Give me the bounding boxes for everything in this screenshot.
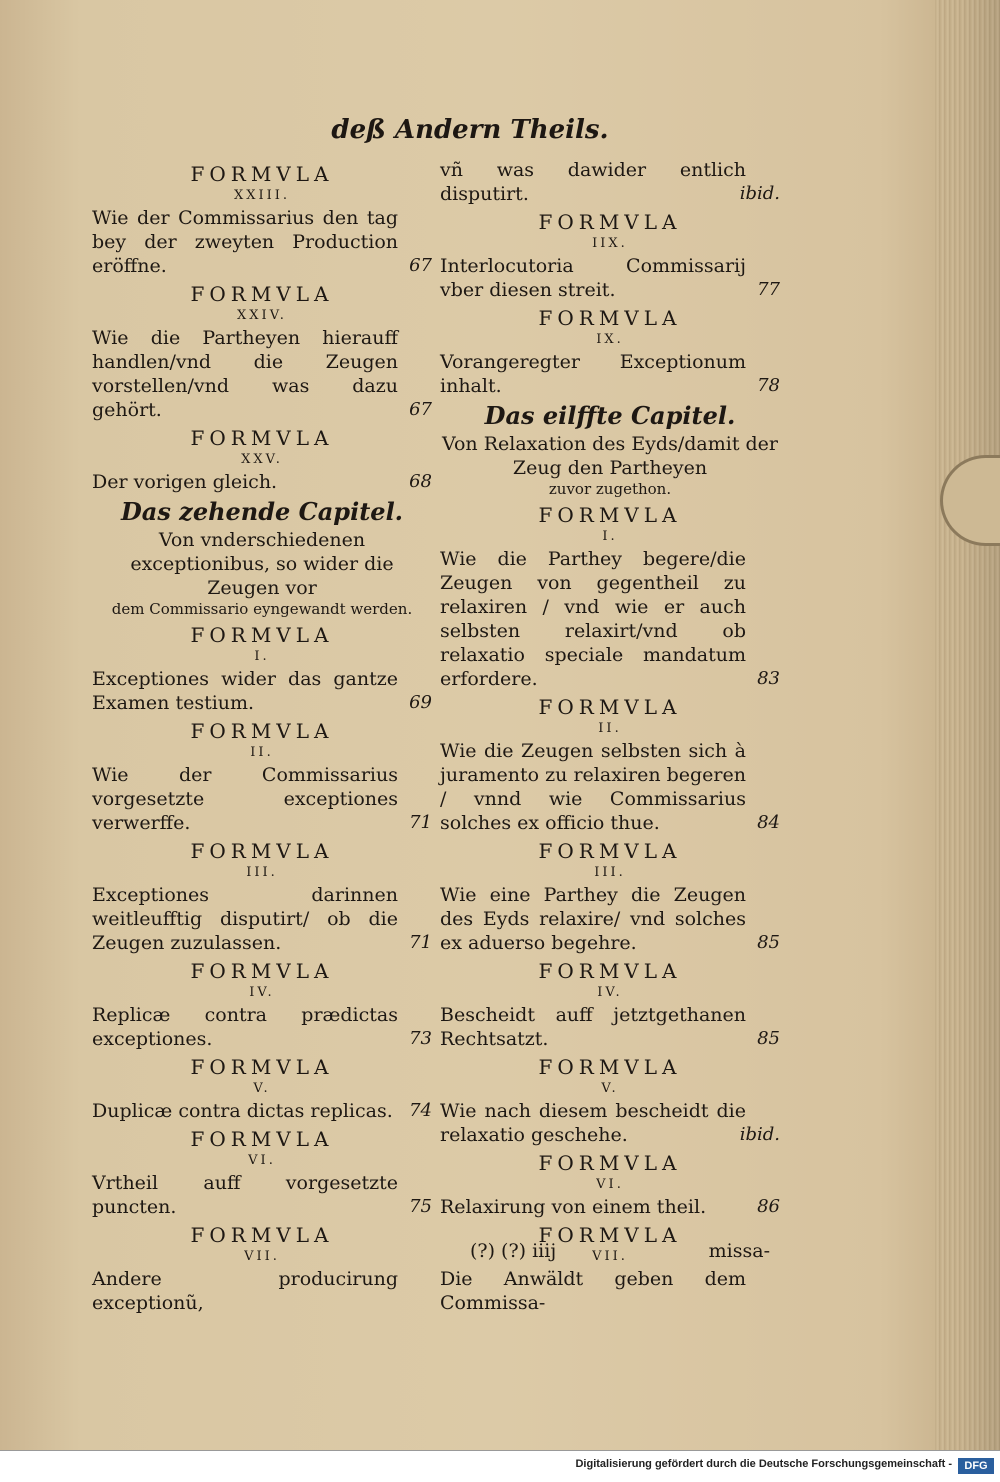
page-number: 67 (409, 399, 432, 420)
page-number: 75 (409, 1196, 432, 1217)
entry-text: Wie der Commissarius den tag bey der zweyten Production eröffne. (92, 207, 398, 277)
formula-heading: FORMVLA (538, 306, 682, 330)
page-number: 67 (409, 255, 432, 276)
formula-number: VI. (596, 1177, 624, 1192)
toc-entry (440, 739, 780, 835)
entry-text: Wie nach diesem bescheidt die relaxatio geschehe. (440, 1100, 746, 1146)
page-edge (935, 0, 1000, 1450)
page-number: 77 (757, 279, 780, 300)
entry-text: Die Anwäldt geben dem Commissa- (440, 1268, 746, 1314)
chapter-heading: Das zehende Capitel. (120, 497, 404, 526)
toc-entry (440, 350, 780, 398)
formula-number: IV. (249, 985, 275, 1000)
entry-text: Duplicæ contra dictas replicas. (92, 1100, 393, 1122)
formula-heading: FORMVLA (190, 623, 334, 647)
toc-entry (440, 1267, 780, 1315)
formula-number: VI. (248, 1153, 276, 1168)
formula-heading: FORMVLA (538, 839, 682, 863)
chapter-heading: Das eilffte Capitel. (484, 401, 736, 430)
toc-entry (440, 254, 780, 302)
formula-heading: FORMVLA (190, 959, 334, 983)
entry-text: Andere producirung exceptionũ, (92, 1268, 398, 1314)
formula-number: IIX. (592, 236, 628, 251)
entry-text: Relaxirung von einem theil. (440, 1196, 707, 1218)
formula-number: IX. (596, 332, 624, 347)
formula-heading: FORMVLA (538, 695, 682, 719)
toc-entry (440, 1195, 780, 1219)
page-number: 85 (757, 1028, 780, 1049)
toc-entry (440, 1003, 780, 1051)
toc-entry (92, 206, 432, 278)
toc-entry (92, 470, 432, 494)
formula-heading: FORMVLA (538, 1055, 682, 1079)
page-number: 78 (757, 375, 780, 396)
entry-text: Wie die Zeugen selbsten sich à juramento zu relaxiren begeren / vnnd wie Commissarius solches ex officio thue. (440, 740, 746, 834)
chapter-description: Von vnderschiedenen exceptionibus, so wider die Zeugen vor (130, 529, 394, 599)
entry-text: Wie die Partheyen hierauff handlen/vnd die Zeugen vorstellen/vnd was dazu gehört. (92, 327, 398, 421)
formula-heading: FORMVLA (190, 1223, 334, 1247)
page-number: 71 (409, 812, 432, 833)
left-column (92, 158, 432, 1315)
toc-entry (440, 1099, 780, 1147)
entry-text: vñ was dawider entlich disputirt. (440, 159, 746, 205)
toc-entry (92, 1003, 432, 1051)
entry-text: Exceptiones darinnen weitleufftig disputirt/ ob die Zeugen zuzulassen. (92, 884, 398, 954)
entry-text: Vorangeregter Exceptionum inhalt. (440, 351, 746, 397)
formula-heading: FORMVLA (538, 503, 682, 527)
toc-entry (92, 763, 432, 835)
dfg-credit-bar (0, 1450, 1000, 1482)
chapter-description-small: zuvor zugethon. (548, 480, 672, 498)
page-number: 85 (757, 932, 780, 953)
catchword: missa- (708, 1240, 770, 1262)
formula-heading: FORMVLA (190, 1127, 334, 1151)
running-header: deß Andern Theils. (331, 115, 609, 145)
page-number: 71 (409, 932, 432, 953)
chapter-description-small: dem Commissario eyngewandt werden. (111, 600, 413, 618)
formula-number: IV. (597, 985, 623, 1000)
entry-text: Interlocutoria Commissarij vber diesen streit. (440, 255, 746, 301)
toc-entry (92, 1099, 432, 1123)
formula-heading: FORMVLA (190, 426, 334, 450)
toc-entry (92, 883, 432, 955)
formula-number: VII. (592, 1249, 628, 1264)
toc-entry (92, 1171, 432, 1219)
toc-entry (440, 158, 780, 206)
formula-heading: FORMVLA (538, 959, 682, 983)
formula-heading: FORMVLA (190, 1055, 334, 1079)
formula-number: XXV. (241, 452, 283, 467)
entry-text: Exceptiones wider das gantze Examen testium. (92, 668, 398, 714)
formula-heading: FORMVLA (538, 1151, 682, 1175)
right-column (440, 158, 780, 1315)
toc-entry (440, 547, 780, 691)
toc-entry (440, 883, 780, 955)
toc-entry (92, 326, 432, 422)
formula-heading: FORMVLA (190, 719, 334, 743)
entry-text: Replicæ contra prædictas exceptiones. (92, 1004, 398, 1050)
formula-heading: FORMVLA (190, 839, 334, 863)
formula-number: XXIII. (233, 188, 291, 203)
entry-text: Vrtheil auff vorgesetzte puncten. (92, 1172, 398, 1218)
chapter-description: Von Relaxation des Eyds/damit der Zeug den Partheyen (442, 433, 778, 479)
dfg-credit-text: Digitalisierung gefördert durch die Deutsche Forschungsgemeinschaft - (575, 1458, 952, 1470)
formula-heading: FORMVLA (538, 1223, 682, 1247)
page-number: 83 (757, 668, 780, 689)
entry-text: Bescheidt auff jetztgethanen Rechtsatzt. (440, 1004, 746, 1050)
entry-text: Wie der Commissarius vorgesetzte exceptiones verwerffe. (92, 764, 398, 834)
page-number: 73 (409, 1028, 432, 1049)
toc-entry (92, 1267, 432, 1315)
page-footer (470, 1240, 770, 1262)
formula-number: II. (250, 745, 274, 760)
page-number: 68 (409, 471, 432, 492)
formula-number: V. (601, 1081, 619, 1096)
page-number: ibid. (739, 183, 780, 204)
formula-heading: FORMVLA (538, 210, 682, 234)
toc-entry (92, 667, 432, 715)
formula-heading: FORMVLA (190, 282, 334, 306)
page-number: 86 (757, 1196, 780, 1217)
formula-number: VII. (244, 1249, 280, 1264)
formula-number: XXIV. (237, 308, 287, 323)
entry-text: Wie die Parthey begere/die Zeugen von gegentheil zu relaxiren / vnd wie er auch selbsten relaxirt/vnd ob relaxatio speciale mandatum erfordere. (440, 548, 746, 690)
page-number: 74 (409, 1100, 432, 1121)
formula-number: III. (594, 865, 626, 880)
formula-number: III. (246, 865, 278, 880)
formula-number: I. (254, 649, 270, 664)
dfg-logo: DFG (958, 1458, 994, 1474)
signature-mark: (?) (?) iiij (470, 1240, 557, 1262)
page-number: ibid. (739, 1124, 780, 1145)
formula-number: I. (602, 529, 618, 544)
page-number: 69 (409, 692, 432, 713)
formula-number: V. (253, 1081, 271, 1096)
formula-heading: FORMVLA (190, 162, 334, 186)
formula-number: II. (598, 721, 622, 736)
entry-text: Der vorigen gleich. (92, 471, 278, 493)
entry-text: Wie eine Parthey die Zeugen des Eyds relaxire/ vnd solches ex aduerso begehre. (440, 884, 746, 954)
page-number: 84 (757, 812, 780, 833)
